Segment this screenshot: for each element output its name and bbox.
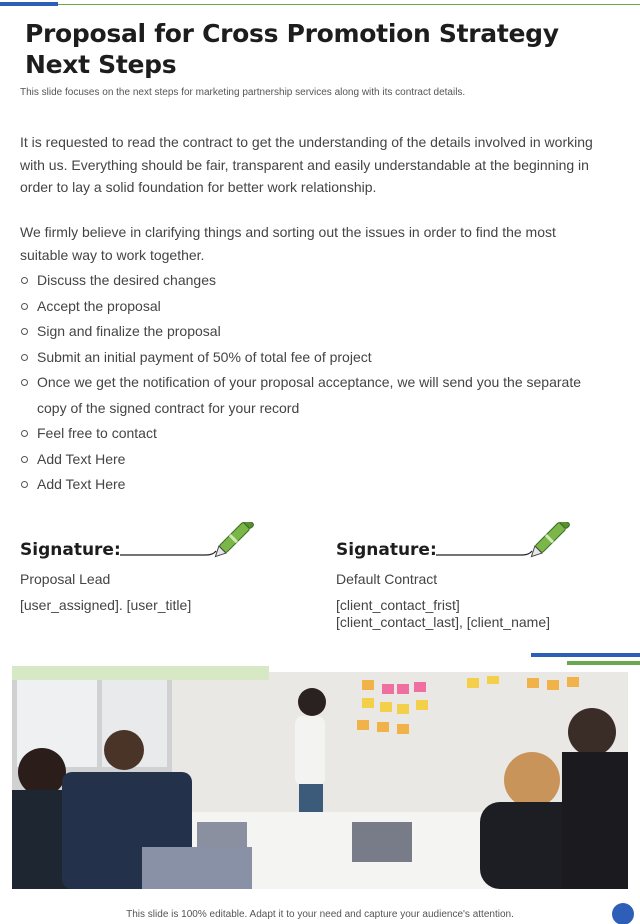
page-subtitle: This slide focuses on the next steps for marketing partnership services along with its contract details. [20,87,466,98]
bullet-circle-icon [21,430,28,437]
signature-role: Default Contract [336,571,438,587]
signature-label: Signature: [336,540,437,560]
list-item: Sign and finalize the proposal [20,319,610,345]
list-item: Submit an initial payment of 50% of total fee of project [20,345,610,371]
corner-dot-icon [612,903,634,924]
signature-label: Signature: [20,540,121,560]
bullet-circle-icon [21,354,28,361]
signature-block-right [336,522,606,631]
bullet-circle-icon [21,481,28,488]
signature-block-left [20,522,290,614]
top-accent-bar-blue [0,2,58,6]
list-item: Add Text Here [20,472,610,498]
list-item: Once we get the notification of your proposal acceptance, we will send you the separate copy of the signed contract for your record [20,370,610,421]
bullet-circle-icon [21,379,28,386]
list-item: Add Text Here [20,447,610,473]
signature-role: Proposal Lead [20,571,111,587]
team-meeting-photo [12,672,628,889]
belief-paragraph: We firmly believe in clarifying things and sorting out the issues in order to find the most suitable way to work together. [20,224,556,263]
pen-icon [434,522,574,562]
list-item: Discuss the desired changes [20,268,610,294]
bullet-circle-icon [21,303,28,310]
signature-name: [user_assigned]. [user_title] [20,597,192,613]
pen-icon [118,522,258,562]
top-accent-line-green [58,4,640,5]
client-contact-last: [client_contact_last], [client_name] [336,614,551,630]
decorative-bar-green [567,661,640,665]
footer-note: This slide is 100% editable. Adapt it to your need and capture your audience's attention. [126,909,514,920]
bullet-circle-icon [21,328,28,335]
client-contact-first: [client_contact_frist] [336,597,460,613]
bullet-circle-icon [21,277,28,284]
title-line-1: Proposal for Cross Promotion Strategy [25,19,559,48]
list-item: Accept the proposal [20,294,610,320]
title-line-2: Next Steps [25,50,177,79]
list-item: Feel free to contact [20,421,610,447]
page-title [25,18,585,80]
decorative-bar-lightgreen [12,666,269,680]
bullet-circle-icon [21,456,28,463]
next-steps-list [20,268,610,498]
decorative-bar-blue [531,653,640,657]
intro-paragraph: It is requested to read the contract to get the understanding of the details involved in working with us. Everything should be fair, transparent and easily understandable at the beginning in order to lay a solid foundation for better work relationship. [20,134,593,195]
